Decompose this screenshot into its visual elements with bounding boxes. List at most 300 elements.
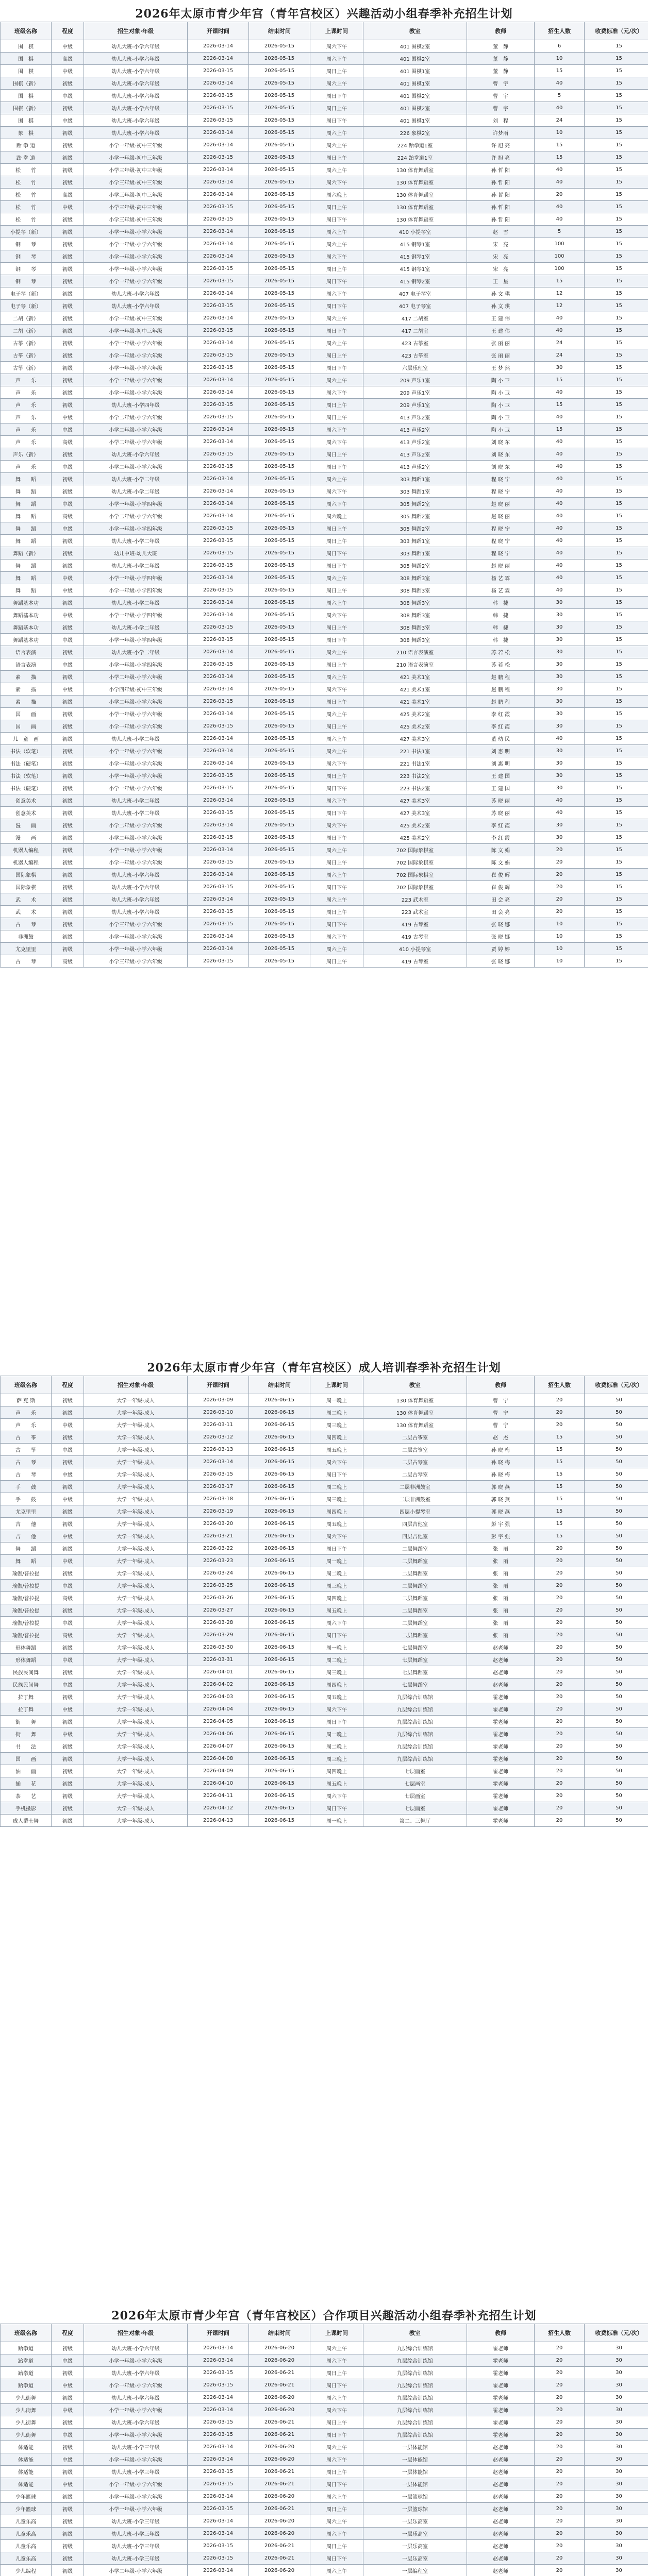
cell-target-grade: 幼儿大班-小学六年级 <box>84 2342 188 2354</box>
cell-class-name: 国 画 <box>1 708 52 720</box>
table-row <box>1 114 648 127</box>
cell-target-grade: 小学一年级-小学六年级 <box>84 238 188 250</box>
cell-class-time: 周六上午 <box>310 139 363 151</box>
cell-target-grade: 小学二年级-小学六年级 <box>84 671 188 683</box>
cell-level: 初级 <box>52 176 84 189</box>
cell-end-date: 2026-06-15 <box>249 1419 310 1431</box>
cell-classroom: 226 象棋2室 <box>363 127 467 139</box>
cell-teacher: 陈 文 娟 <box>467 844 535 856</box>
cell-target-grade: 小学三年级-小学六年级 <box>84 918 188 930</box>
cell-class-time: 周日下午 <box>310 300 363 312</box>
cell-level: 初级 <box>52 770 84 782</box>
cell-class-time: 周六上午 <box>310 127 363 139</box>
cell-class-name: 机器人编程 <box>1 844 52 856</box>
cell-classroom: 223 武术室 <box>363 893 467 906</box>
cell-classroom: 二层非洲鼓室 <box>363 1493 467 1505</box>
cell-class-time: 周日下午 <box>310 881 363 893</box>
cell-classroom: 425 美术2室 <box>363 832 467 844</box>
table-row <box>1 1641 648 1654</box>
cell-class-time: 周日上午 <box>310 151 363 164</box>
cell-end-date: 2026-06-15 <box>249 1728 310 1740</box>
cell-enrollment: 30 <box>535 634 585 646</box>
table-row <box>1 1740 648 1753</box>
cell-start-date: 2026-03-15 <box>188 201 249 213</box>
cell-teacher: 彭 宇 强 <box>467 1530 535 1543</box>
cell-enrollment: 20 <box>535 2342 585 2354</box>
cell-teacher: 崔 俊 辉 <box>467 869 535 881</box>
cell-fee: 15 <box>585 522 648 535</box>
cell-class-name: 松 竹 <box>1 189 52 201</box>
cell-target-grade: 大学一年级-成人 <box>84 1394 188 1406</box>
cell-target-grade: 幼儿大班-小学六年级 <box>84 300 188 312</box>
table-row <box>1 213 648 226</box>
cell-start-date: 2026-03-14 <box>188 1456 249 1468</box>
cell-class-name: 尤克里里 <box>1 943 52 955</box>
cell-target-grade: 幼儿大班-小学二年级 <box>84 485 188 498</box>
cell-start-date: 2026-03-15 <box>188 90 249 102</box>
cell-fee: 50 <box>585 1617 648 1629</box>
cell-fee: 15 <box>585 77 648 90</box>
cell-fee: 15 <box>585 40 648 53</box>
table-row <box>1 473 648 485</box>
cell-classroom: 415 钢琴1室 <box>363 263 467 275</box>
cell-enrollment: 20 <box>535 2392 585 2404</box>
cell-class-name: 国 画 <box>1 1753 52 1765</box>
cell-level: 初级 <box>52 1518 84 1530</box>
cell-start-date: 2026-03-14 <box>188 609 249 621</box>
table-row <box>1 683 648 696</box>
cell-end-date: 2026-05-15 <box>249 522 310 535</box>
cell-fee: 15 <box>585 881 648 893</box>
cell-start-date: 2026-04-01 <box>188 1666 249 1679</box>
cell-level: 初级 <box>52 1406 84 1419</box>
cell-start-date: 2026-03-27 <box>188 1604 249 1617</box>
cell-level: 初级 <box>52 374 84 386</box>
cell-class-name: 街 舞 <box>1 1716 52 1728</box>
cell-teacher: 韩 捷 <box>467 621 535 634</box>
cell-start-date: 2026-03-15 <box>188 522 249 535</box>
cell-fee: 15 <box>585 325 648 337</box>
cell-target-grade: 幼儿大班-小学六年级 <box>84 881 188 893</box>
cell-end-date: 2026-06-15 <box>249 1617 310 1629</box>
cell-target-grade: 大学一年级-成人 <box>84 1555 188 1567</box>
cell-fee: 50 <box>585 1518 648 1530</box>
column-header-start-date: 开课时间 <box>188 22 249 40</box>
cell-fee: 15 <box>585 869 648 881</box>
cell-start-date: 2026-03-15 <box>188 1468 249 1481</box>
cell-class-time: 周日下午 <box>310 547 363 560</box>
cell-fee: 30 <box>585 2466 648 2478</box>
table-row <box>1 646 648 658</box>
table-row <box>1 572 648 584</box>
cell-level: 初级 <box>52 869 84 881</box>
cell-class-time: 周六下午 <box>310 2354 363 2367</box>
cell-level: 高级 <box>52 1629 84 1641</box>
cell-enrollment: 20 <box>535 1691 585 1703</box>
cell-enrollment: 30 <box>535 782 585 794</box>
cell-end-date: 2026-05-15 <box>249 869 310 881</box>
cell-fee: 50 <box>585 1530 648 1543</box>
cell-class-name: 古筝（新） <box>1 362 52 374</box>
cell-level: 中级 <box>52 40 84 53</box>
cell-class-time: 周六上午 <box>310 869 363 881</box>
cell-level: 中级 <box>52 2354 84 2367</box>
table-row <box>1 337 648 349</box>
cell-class-time: 周四晚上 <box>310 1505 363 1518</box>
cell-start-date: 2026-03-14 <box>188 337 249 349</box>
cell-teacher: 董 静 <box>467 53 535 65</box>
table-row <box>1 1728 648 1740</box>
cell-enrollment: 20 <box>535 2453 585 2466</box>
cell-class-name: 形体舞蹈 <box>1 1654 52 1666</box>
cell-start-date: 2026-03-20 <box>188 1518 249 1530</box>
cell-target-grade: 小学一年级-小学六年级 <box>84 930 188 943</box>
cell-fee: 15 <box>585 856 648 869</box>
cell-start-date: 2026-03-14 <box>188 683 249 696</box>
table-row <box>1 2503 648 2515</box>
cell-target-grade: 大学一年级-成人 <box>84 1419 188 1431</box>
cell-classroom: 303 舞蹈1室 <box>363 485 467 498</box>
cell-level: 初级 <box>52 881 84 893</box>
column-header-class-name: 班级名称 <box>1 22 52 40</box>
cell-class-time: 周六上午 <box>310 337 363 349</box>
table-row <box>1 498 648 510</box>
cell-enrollment: 40 <box>535 461 585 473</box>
cell-class-time: 周日下午 <box>310 1802 363 1815</box>
cell-class-time: 周日上午 <box>310 955 363 968</box>
cell-enrollment: 20 <box>535 2515 585 2528</box>
cell-fee: 30 <box>585 2379 648 2392</box>
cell-target-grade: 小学一年级-小学六年级 <box>84 856 188 869</box>
cell-teacher: 程 晓 宁 <box>467 535 535 547</box>
cell-classroom: 130 体育舞蹈室 <box>363 201 467 213</box>
cell-classroom: 一层体能馆 <box>363 2441 467 2453</box>
cell-target-grade: 大学一年级-成人 <box>84 1456 188 1468</box>
cell-end-date: 2026-05-15 <box>249 226 310 238</box>
cell-end-date: 2026-05-15 <box>249 448 310 461</box>
cell-end-date: 2026-05-15 <box>249 300 310 312</box>
table-row <box>1 65 648 77</box>
cell-class-name: 吉 他 <box>1 1518 52 1530</box>
cell-target-grade: 幼儿大班-小学四年级 <box>84 399 188 411</box>
cell-enrollment: 20 <box>535 2528 585 2540</box>
cell-end-date: 2026-06-20 <box>249 2404 310 2416</box>
cell-class-time: 周六下午 <box>310 436 363 448</box>
cell-level: 初级 <box>52 2367 84 2379</box>
cell-enrollment: 30 <box>535 708 585 720</box>
table-row <box>1 77 648 90</box>
cell-fee: 15 <box>585 287 648 300</box>
cell-enrollment: 40 <box>535 436 585 448</box>
column-header-teacher: 教师 <box>467 22 535 40</box>
cell-class-name: 书法（软笔） <box>1 745 52 757</box>
cell-target-grade: 大学一年级-成人 <box>84 1716 188 1728</box>
cell-level: 初级 <box>52 819 84 832</box>
cell-class-name: 声 乐 <box>1 374 52 386</box>
cell-class-name: 素 描 <box>1 671 52 683</box>
cell-end-date: 2026-05-15 <box>249 757 310 770</box>
cell-level: 初级 <box>52 399 84 411</box>
cell-start-date: 2026-03-19 <box>188 1505 249 1518</box>
cell-target-grade: 小学一年级-小学四年级 <box>84 584 188 597</box>
table-row <box>1 127 648 139</box>
cell-level: 初级 <box>52 1691 84 1703</box>
cell-enrollment: 24 <box>535 114 585 127</box>
cell-teacher: 崔 俊 辉 <box>467 881 535 893</box>
cell-classroom: 401 围棋2室 <box>363 102 467 114</box>
cell-end-date: 2026-05-15 <box>249 943 310 955</box>
cell-end-date: 2026-06-15 <box>249 1493 310 1505</box>
cell-fee: 15 <box>585 671 648 683</box>
cell-end-date: 2026-05-15 <box>249 844 310 856</box>
cell-enrollment: 20 <box>535 869 585 881</box>
cell-class-name: 非洲鼓 <box>1 930 52 943</box>
cell-classroom: 421 美术1室 <box>363 696 467 708</box>
cell-enrollment: 20 <box>535 1716 585 1728</box>
cell-target-grade: 大学一年级-成人 <box>84 1505 188 1518</box>
cell-class-time: 周六上午 <box>310 312 363 325</box>
cell-classroom: 305 舞蹈2室 <box>363 498 467 510</box>
cell-class-time: 周六下午 <box>310 609 363 621</box>
table-row <box>1 522 648 535</box>
cell-fee: 15 <box>585 708 648 720</box>
cell-start-date: 2026-03-15 <box>188 906 249 918</box>
cell-class-time: 周日下午 <box>310 90 363 102</box>
cell-class-time: 周六上午 <box>310 2392 363 2404</box>
cell-enrollment: 20 <box>535 2441 585 2453</box>
table-row <box>1 1765 648 1777</box>
cell-teacher: 孙 晓 梅 <box>467 1468 535 1481</box>
cell-class-name: 跆 拳 道 <box>1 139 52 151</box>
cell-class-time: 周日下午 <box>310 918 363 930</box>
cell-class-name: 古 琴 <box>1 918 52 930</box>
cell-level: 高级 <box>52 955 84 968</box>
cell-classroom: 六层乐理室 <box>363 362 467 374</box>
cell-classroom: 130 体育舞蹈室 <box>363 1419 467 1431</box>
cell-level: 初级 <box>52 473 84 485</box>
cell-teacher: 赵老师 <box>467 1666 535 1679</box>
cell-classroom: 九层综合训练馆 <box>363 1703 467 1716</box>
cell-class-time: 周六上午 <box>310 77 363 90</box>
cell-target-grade: 小学三年级-初中三年级 <box>84 176 188 189</box>
cell-enrollment: 20 <box>535 1592 585 1604</box>
cell-classroom: 427 美术3室 <box>363 807 467 819</box>
cell-end-date: 2026-05-15 <box>249 53 310 65</box>
cell-class-name: 舞蹈基本功 <box>1 609 52 621</box>
cell-class-time: 周六下午 <box>310 287 363 300</box>
cell-end-date: 2026-06-15 <box>249 1456 310 1468</box>
cell-start-date: 2026-03-15 <box>188 2540 249 2552</box>
cell-class-name: 声 乐 <box>1 399 52 411</box>
cell-target-grade: 小学一年级-小学六年级 <box>84 757 188 770</box>
table-row <box>1 1468 648 1481</box>
table-row <box>1 2528 648 2540</box>
cell-class-name: 舞 蹈 <box>1 1555 52 1567</box>
cell-class-time: 周日下午 <box>310 634 363 646</box>
table-row <box>1 300 648 312</box>
cell-target-grade: 小学一年级-小学六年级 <box>84 708 188 720</box>
cell-target-grade: 幼儿大班-小学二年级 <box>84 794 188 807</box>
cell-enrollment: 30 <box>535 597 585 609</box>
table-row <box>1 1654 648 1666</box>
cell-end-date: 2026-05-15 <box>249 151 310 164</box>
cell-fee: 15 <box>585 683 648 696</box>
cell-start-date: 2026-03-14 <box>188 2490 249 2503</box>
cell-classroom: 413 声乐2室 <box>363 448 467 461</box>
cell-classroom: 423 古筝室 <box>363 349 467 362</box>
cell-start-date: 2026-03-13 <box>188 1444 249 1456</box>
cell-end-date: 2026-06-21 <box>249 2379 310 2392</box>
table-row <box>1 856 648 869</box>
cell-class-name: 武 术 <box>1 906 52 918</box>
cell-target-grade: 大学一年级-成人 <box>84 1444 188 1456</box>
cell-class-time: 周日上午 <box>310 696 363 708</box>
cell-end-date: 2026-06-15 <box>249 1468 310 1481</box>
cell-level: 中级 <box>52 1468 84 1481</box>
cell-teacher: 赵 鹏 程 <box>467 683 535 696</box>
cell-class-name: 舞 蹈 <box>1 560 52 572</box>
cell-enrollment: 20 <box>535 2379 585 2392</box>
cell-enrollment: 10 <box>535 943 585 955</box>
cell-teacher: 霍老师 <box>467 2379 535 2392</box>
cell-classroom: 二层舞蹈室 <box>363 1580 467 1592</box>
table-row <box>1 2490 648 2503</box>
cell-class-time: 周三晚上 <box>310 1666 363 1679</box>
cell-enrollment: 15 <box>535 1518 585 1530</box>
cell-class-name: 电子琴（新） <box>1 300 52 312</box>
cell-target-grade: 小学一年级-小学六年级 <box>84 720 188 733</box>
cell-end-date: 2026-06-21 <box>249 2540 310 2552</box>
cell-classroom: 七层舞蹈室 <box>363 1679 467 1691</box>
cell-end-date: 2026-05-15 <box>249 930 310 943</box>
cell-target-grade: 小学二年级-小学六年级 <box>84 2565 188 2576</box>
column-header-target-grade: 招生对象·年级 <box>84 1376 188 1394</box>
table-row <box>1 325 648 337</box>
cell-target-grade: 小学一年级-初中三年级 <box>84 139 188 151</box>
cell-class-name: 钢 琴 <box>1 250 52 263</box>
cell-teacher: 郭 晓 燕 <box>467 1505 535 1518</box>
cell-teacher: 霍老师 <box>467 1703 535 1716</box>
cell-level: 初级 <box>52 547 84 560</box>
cell-class-time: 周六下午 <box>310 498 363 510</box>
cell-start-date: 2026-03-26 <box>188 1592 249 1604</box>
cell-target-grade: 小学一年级-小学六年级 <box>84 2453 188 2466</box>
cell-target-grade: 小学二年级-小学六年级 <box>84 411 188 423</box>
cell-level: 中级 <box>52 584 84 597</box>
cell-fee: 15 <box>585 275 648 287</box>
cell-end-date: 2026-06-21 <box>249 2416 310 2429</box>
cell-end-date: 2026-05-15 <box>249 127 310 139</box>
cell-teacher: 郭 晓 燕 <box>467 1493 535 1505</box>
cell-teacher: 曹 宇 <box>467 90 535 102</box>
cell-target-grade: 小学三年级-初中三年级 <box>84 164 188 176</box>
cell-start-date: 2026-03-15 <box>188 2466 249 2478</box>
cell-start-date: 2026-03-14 <box>188 40 249 53</box>
cell-fee: 50 <box>585 1505 648 1518</box>
cell-teacher: 孙 哲 阳 <box>467 176 535 189</box>
cell-level: 中级 <box>52 634 84 646</box>
cell-start-date: 2026-04-06 <box>188 1728 249 1740</box>
cell-target-grade: 小学一年级-小学六年级 <box>84 770 188 782</box>
cell-level: 初级 <box>52 2528 84 2540</box>
cell-class-name: 声 乐 <box>1 1406 52 1419</box>
cell-end-date: 2026-05-15 <box>249 40 310 53</box>
cell-fee: 50 <box>585 1468 648 1481</box>
cell-teacher: 贾 婷 婷 <box>467 943 535 955</box>
cell-class-name: 书法（硬笔） <box>1 757 52 770</box>
cell-enrollment: 24 <box>535 337 585 349</box>
cell-teacher: 霍老师 <box>467 1691 535 1703</box>
cell-class-time: 周六上午 <box>310 2565 363 2576</box>
cell-enrollment: 10 <box>535 955 585 968</box>
column-header-start-date: 开课时间 <box>188 2324 249 2342</box>
cell-level: 初级 <box>52 263 84 275</box>
cell-end-date: 2026-05-15 <box>249 634 310 646</box>
cell-target-grade: 小学一年级-小学六年级 <box>84 943 188 955</box>
cell-target-grade: 幼儿大班-小学六年级 <box>84 77 188 90</box>
cell-enrollment: 20 <box>535 2367 585 2379</box>
cell-teacher: 苏 若 松 <box>467 658 535 671</box>
cell-enrollment: 20 <box>535 189 585 201</box>
cell-fee: 50 <box>585 1629 648 1641</box>
cell-class-name: 体适能 <box>1 2466 52 2478</box>
cell-classroom: 一层乐高室 <box>363 2528 467 2540</box>
cell-end-date: 2026-05-15 <box>249 436 310 448</box>
table-row <box>1 349 648 362</box>
cell-classroom: 130 体育舞蹈室 <box>363 176 467 189</box>
cell-fee: 15 <box>585 213 648 226</box>
cell-class-time: 周六下午 <box>310 1703 363 1716</box>
cell-end-date: 2026-06-20 <box>249 2342 310 2354</box>
cell-start-date: 2026-03-15 <box>188 621 249 634</box>
cell-teacher: 赵老师 <box>467 2503 535 2515</box>
cell-class-time: 周日下午 <box>310 807 363 819</box>
cell-start-date: 2026-03-15 <box>188 275 249 287</box>
cell-target-grade: 小学一年级-小学六年级 <box>84 337 188 349</box>
cell-class-time: 周六上午 <box>310 226 363 238</box>
cell-classroom: 419 古琴室 <box>363 955 467 968</box>
cell-teacher: 杨 艺 霖 <box>467 572 535 584</box>
cell-end-date: 2026-05-15 <box>249 906 310 918</box>
cell-enrollment: 40 <box>535 560 585 572</box>
cell-enrollment: 40 <box>535 498 585 510</box>
cell-class-name: 舞 蹈 <box>1 1543 52 1555</box>
cell-class-time: 周六上午 <box>310 473 363 485</box>
cell-enrollment: 20 <box>535 1666 585 1679</box>
cell-level: 中级 <box>52 411 84 423</box>
cell-start-date: 2026-03-14 <box>188 312 249 325</box>
cell-enrollment: 6 <box>535 40 585 53</box>
cell-class-time: 周日下午 <box>310 1716 363 1728</box>
cell-enrollment: 5 <box>535 90 585 102</box>
column-header-fee: 收费标准（元/次） <box>585 22 648 40</box>
cell-enrollment: 30 <box>535 621 585 634</box>
cell-class-time: 周六下午 <box>310 40 363 53</box>
cell-class-name: 古 琴 <box>1 1468 52 1481</box>
cell-teacher: 霍老师 <box>467 1716 535 1728</box>
column-header-start-date: 开课时间 <box>188 1376 249 1394</box>
cell-classroom: 一层乐高室 <box>363 2515 467 2528</box>
cell-class-time: 周日下午 <box>310 2429 363 2441</box>
cell-class-name: 瑜伽/普拉提 <box>1 1604 52 1617</box>
cell-start-date: 2026-03-14 <box>188 2404 249 2416</box>
cell-target-grade: 幼儿大班-小学二年级 <box>84 473 188 485</box>
cell-target-grade: 幼儿大班-小学二年级 <box>84 597 188 609</box>
column-header-fee: 收费标准（元/次） <box>585 1376 648 1394</box>
cell-classroom: 308 舞蹈3室 <box>363 597 467 609</box>
cell-start-date: 2026-04-04 <box>188 1703 249 1716</box>
cell-target-grade: 大学一年级-成人 <box>84 1703 188 1716</box>
